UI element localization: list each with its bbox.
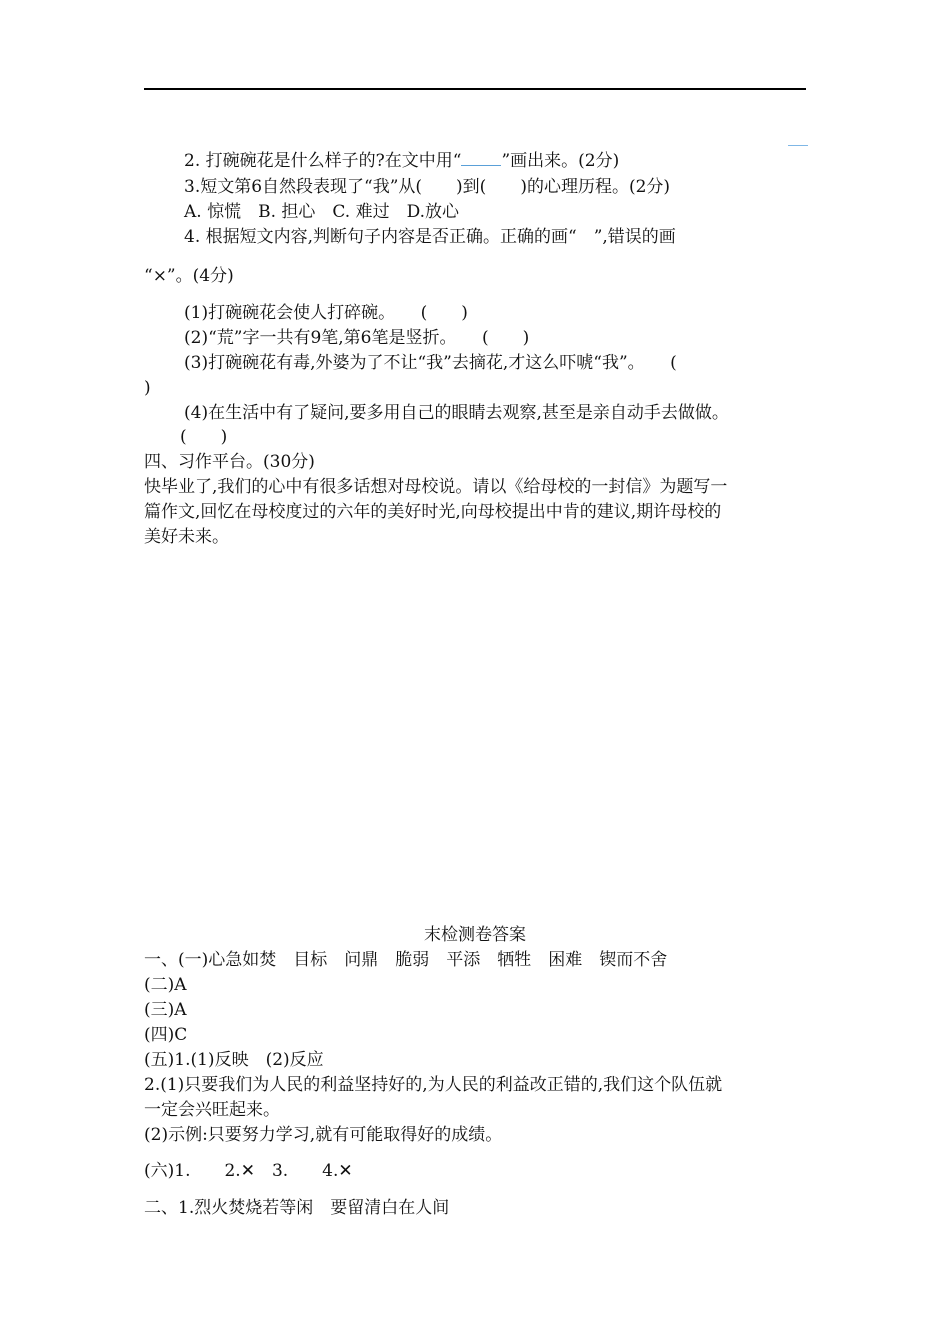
question-2: 2. 打碗碗花是什么样子的?在文中用“ ”画出来。(2分) [184,151,620,171]
answers-title: 末检测卷答案 [424,925,526,945]
top-rule [144,88,806,90]
answer-line-4: (四)C [144,1025,188,1045]
statement-1: (1)打碗碗花会使人打碎碗。 ( ) [184,303,468,323]
statement-4-paren: ( ) [180,427,228,447]
answer-blank [461,151,501,166]
statement-3: (3)打碗碗花有毒,外婆为了不让“我”去摘花,才这么吓唬“我”。 ( [184,353,677,373]
answer-line-2: (二)A [144,975,187,995]
question-3: 3.短文第6自然段表现了“我”从( )到( )的心理历程。(2分) [184,177,671,197]
statement-4: (4)在生活中有了疑问,要多用自己的眼睛去观察,甚至是亲自动手去做做。 [184,403,729,423]
answer-line-3: (三)A [144,1000,187,1020]
writing-prompt-line-3: 美好未来。 [144,527,229,547]
answer-line-6: 2.(1)只要我们为人民的利益坚持好的,为人民的利益改正错的,我们这个队伍就 [144,1075,723,1095]
answer-line-9: (六)1. 2.✕ 3. 4.✕ [144,1161,353,1181]
statement-3-end: ) [144,378,151,398]
answer-line-7: 一定会兴旺起来。 [144,1100,280,1120]
writing-prompt-line-2: 篇作文,回忆在母校度过的六年的美好时光,向母校提出中肯的建议,期许母校的 [144,502,722,522]
question-4-cont: “×”。(4分) [144,266,234,286]
answer-line-8: (2)示例:只要努力学习,就有可能取得好的成绩。 [144,1125,503,1145]
question-4: 4. 根据短文内容,判断句子内容是否正确。正确的画“ ”,错误的画 [184,227,676,247]
answer-line-5: (五)1.(1)反映 (2)反应 [144,1050,324,1070]
margin-mark [788,145,808,146]
question-3-options: A. 惊慌 B. 担心 C. 难过 D.放心 [184,202,460,222]
writing-heading: 四、习作平台。(30分) [144,452,315,472]
statement-2: (2)“荒”字一共有9笔,第6笔是竖折。 ( ) [184,328,530,348]
answer-line-10: 二、1.烈火焚烧若等闲 要留清白在人间 [144,1198,450,1218]
answer-line-1: 一、(一)心急如焚 目标 问鼎 脆弱 平添 牺牲 困难 锲而不舍 [144,950,668,970]
writing-prompt-line-1: 快毕业了,我们的心中有很多话想对母校说。请以《给母校的一封信》为题写一 [144,477,728,497]
